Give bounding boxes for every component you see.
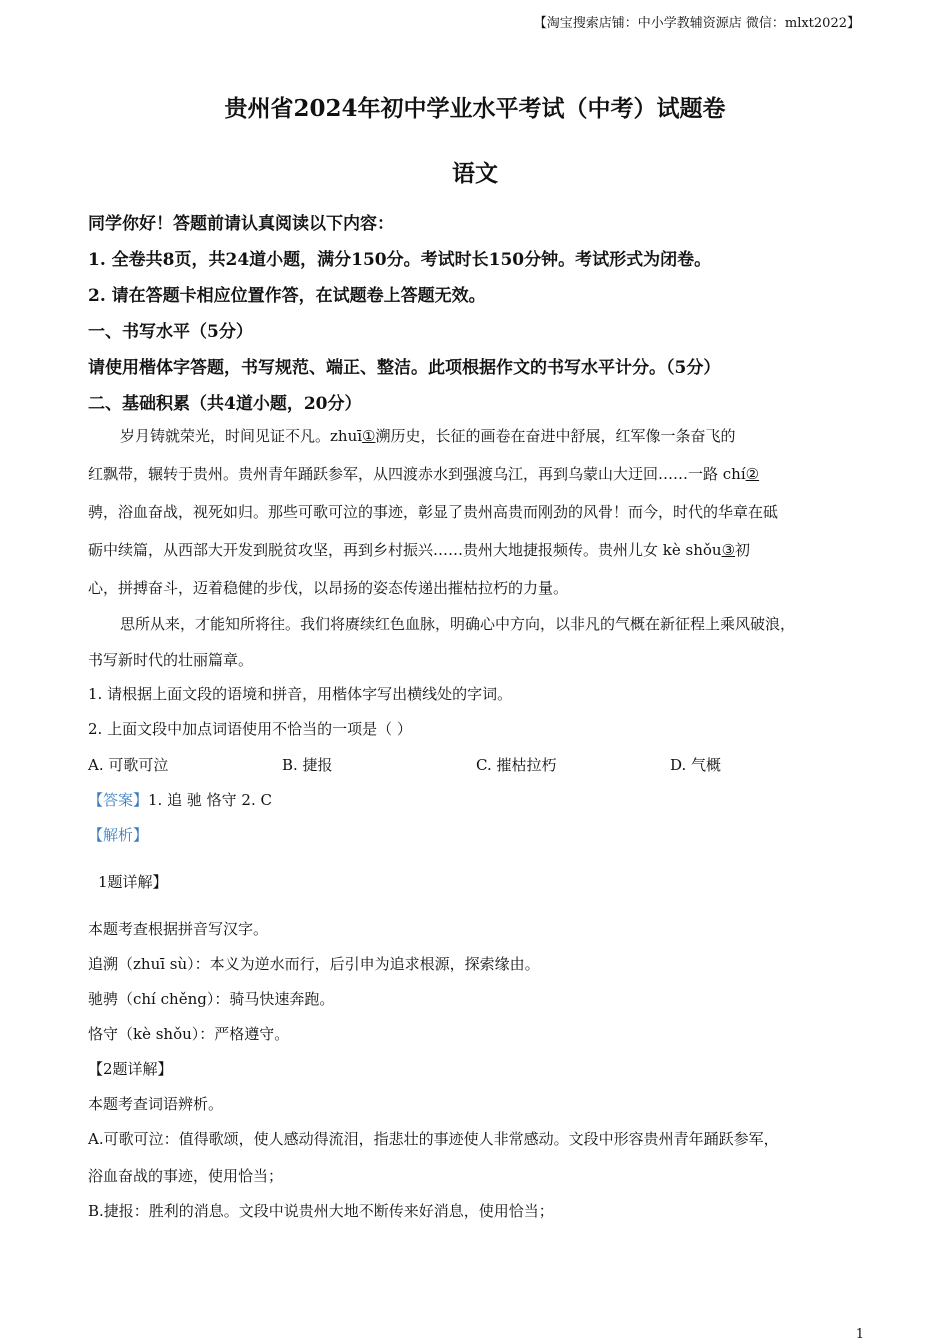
header-note: 【淘宝搜索店铺：中小学教辅资源店 微信：mlxt2022】 (533, 16, 860, 31)
answer-label: 【答案】 (88, 791, 149, 809)
detail-1-item-b: 驰骋（chí chěng）：骑马快速奔跑。 (88, 990, 335, 1008)
analysis-label: 【解析】 (88, 826, 149, 844)
option-a: A. 可歌可泣 (88, 756, 169, 774)
detail-2-item-b: B.捷报：胜利的消息。文段中说贵州大地不断传来好消息，使用恰当； (88, 1202, 554, 1220)
instructions-rule-1: 1. 全卷共8页，共24道小题，满分150分。考试时长150分钟。考试形式为闭卷。 (88, 250, 712, 270)
detail-2-item-a-line-2: 浴血奋战的事迹，使用恰当； (88, 1167, 284, 1185)
detail-1-heading: 1题详解】 (98, 873, 168, 891)
answer-text: 1. 追 驰 恪守 2. C (148, 791, 272, 809)
detail-1-item-c: 恪守（kè shǒu）：严格遵守。 (88, 1025, 290, 1043)
section-2-heading: 二、基础积累（共4道小题，20分） (88, 394, 362, 414)
passage-line-2 (88, 463, 759, 484)
section-1-heading: 一、书写水平（5分） (88, 322, 253, 342)
passage-text: 红飘带，辗转于贵州。贵州青年踊跃参军，从四渡赤水到强渡乌江，再到乌蒙山大迂回……一路 chí (88, 465, 746, 483)
detail-2-intro: 本题考查词语辨析。 (88, 1095, 224, 1113)
option-d: D. 气概 (670, 756, 722, 774)
passage-text: 初 (735, 541, 751, 559)
passage-line-5: 心，拼搏奋斗，迈着稳健的步伐，以昂扬的姿态传递出摧枯拉朽的力量。 (88, 579, 569, 597)
question-2: 2. 上面文段中加点词语使用不恰当的一项是（ ） (88, 720, 412, 738)
blank-3: ③ (721, 541, 736, 559)
answer-line (88, 789, 272, 810)
instructions-rule-2: 2. 请在答题卡相应位置作答，在试题卷上答题无效。 (88, 286, 486, 306)
option-b: B. 捷报 (282, 756, 333, 774)
blank-2: ② (745, 465, 760, 483)
detail-2-heading: 【2题详解】 (88, 1060, 173, 1078)
passage-line-4 (88, 539, 750, 560)
option-c: C. 摧枯拉朽 (476, 756, 557, 774)
passage-line-3: 骋，浴血奋战，视死如归。那些可歌可泣的事迹，彰显了贵州高贵而刚劲的风骨！而今，时代的华章在砥 (88, 503, 779, 521)
passage-line-1 (120, 425, 736, 446)
page-number: 1 (855, 1327, 864, 1342)
detail-1-item-a: 追溯（zhuī sù）：本义为逆水而行，后引申为追求根源，探索缘由。 (88, 955, 540, 973)
section-1-text: 请使用楷体字答题，书写规范、端正、整洁。此项根据作文的书写水平计分。（5分） (88, 358, 721, 378)
page-title: 贵州省2024年初中学业水平考试（中考）试题卷 (224, 95, 726, 122)
passage-text: 溯历史，长征的画卷在奋进中舒展，红军像一条奋飞的 (375, 427, 736, 445)
subject-title: 语文 (452, 160, 498, 187)
detail-2-item-a-line-1: A.可歌可泣：值得歌颂，使人感动得流泪，指悲壮的事迹使人非常感动。文段中形容贵州青年踊跃参军， (88, 1130, 779, 1148)
blank-1: ① (362, 427, 376, 445)
instructions-greeting: 同学你好！答题前请认真阅读以下内容： (88, 214, 394, 234)
question-1: 1. 请根据上面文段的语境和拼音，用楷体字写出横线处的字词。 (88, 685, 513, 703)
passage-line-7: 书写新时代的壮丽篇章。 (88, 651, 254, 669)
passage-text: 砺中续篇，从西部大开发到脱贫攻坚，再到乡村振兴……贵州大地捷报频传。贵州儿女 kè shǒu (88, 541, 722, 559)
passage-text: 岁月铸就荣光，时间见证不凡。zhuī (120, 427, 363, 445)
passage-line-6: 思所从来，才能知所将往。我们将赓续红色血脉，明确心中方向，以非凡的气概在新征程上乘风破浪， (120, 615, 796, 633)
detail-1-intro: 本题考查根据拼音写汉字。 (88, 920, 269, 938)
